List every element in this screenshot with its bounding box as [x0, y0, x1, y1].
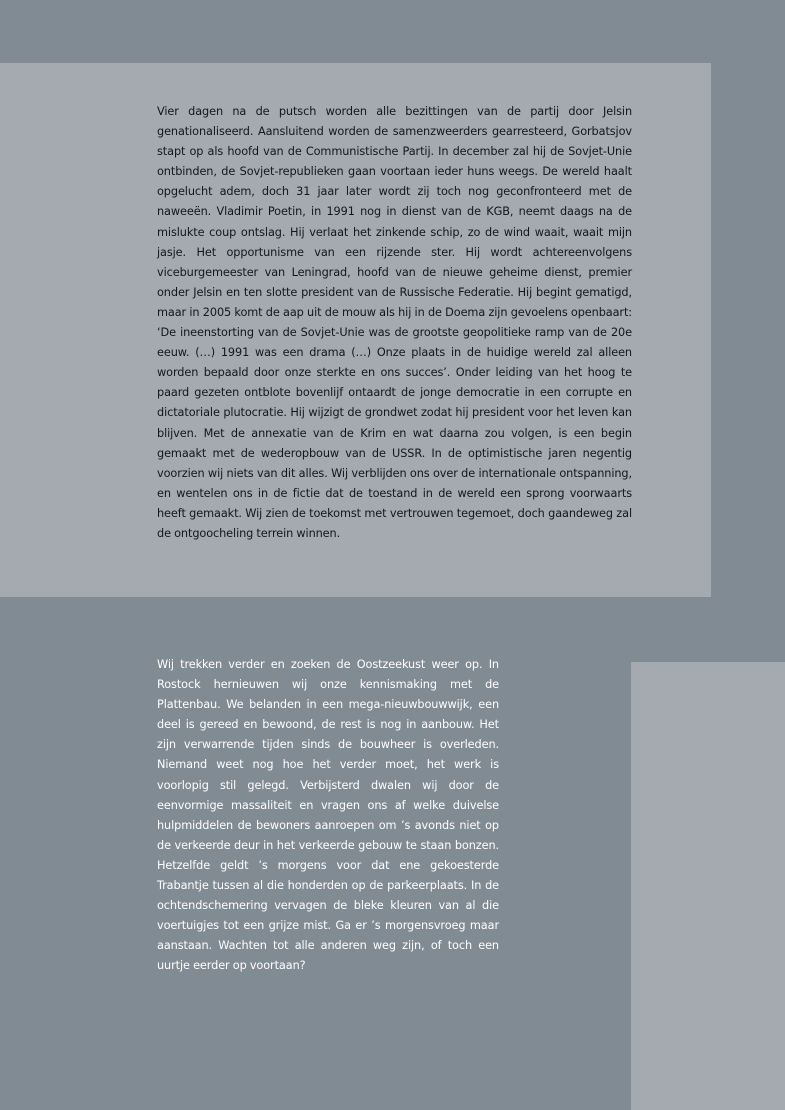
paragraph-rostock: Wij trekken verder en zoeken de Oostzeekust weer op. In Rostock hernieuwen wij onze kennismaking met de Plattenbau. We belanden in een mega-nieuwbouwwijk, een deel is gereed en bewoond, de rest is nog in aanbouw. Het zijn verwarrende tijden sinds de bouwheer is overleden. Niemand weet nog hoe het verder moet, het werk is voorlopig stil gelegd. Verbijsterd dwalen wij door de eenvormige massaliteit en vragen ons af welke duivelse hulpmiddelen de bewoners aanroepen om ’s avonds niet op de verkeerde deur in het verkeerde gebouw te staan bonzen. Hetzelfde geldt ’s morgens voor dat ene gekoesterde Trabantje tussen al die honderden op de parkeerplaats. In de ochtendschemering vervagen de bleke kleuren van al die voertuigjes tot een grijze mist. Ga er ’s morgensvroeg maar aanstaan. Wachten tot alle anderen weg zijn, of toch een uurtje eerder op voortaan?: [157, 658, 499, 973]
bottom-right-gray-panel: [631, 662, 785, 1110]
paragraph-putsch: Vier dagen na de putsch worden alle bezittingen van de partij door Jelsin genationaliseerd. Aansluitend worden de samenzweerders gearresteerd, Gorbatsjov stapt op als hoofd van de Communistische Partij. In december zal hij de Sovjet-Unie ontbinden, de Sovjet-republieken gaan voortaan ieder huns weegs. De wereld haalt opgelucht adem, doch 31 jaar later wordt zij toch nog geconfronteerd met de naweeën. Vladimir Poetin, in 1991 nog in dienst van de KGB, neemt daags na de mislukte coup ontslag. Hij verlaat het zinkende schip, zo de wind waait, waait mijn jasje. Het opportunisme van een rijzende ster. Hij wordt achtereenvolgens viceburgemeester van Leningrad, hoofd van de nieuwe geheime dienst, premier onder Jelsin en ten slotte president van de Russische Federatie. Hij begint gematigd, maar in 2005 komt de aap uit de mouw als hij in de Doema zijn gevoelens openbaart: ‘De ineenstorting van de Sovjet-Unie was de grootste geopolitieke ramp van de 20e eeuw. (…) 1991 was een drama (…) Onze plaats in de huidige wereld zal alleen worden bepaald door onze sterkte en ons succes’. Onder leiding van het hoog te paard gezeten ontblote bovenlijf ontaardt de jonge democratie in een corrupte en dictatoriale plutocratie. Hij wijzigt de grondwet zodat hij president voor het leven kan blijven. Met de annexatie van de Krim en wat daarna zou volgen, is een begin gemaakt met de wederopbouw van de USSR. In de optimistische jaren negentig voorzien wij niets van dit alles. Wij verblijden ons over de internationale ontspanning, en wentelen ons in de fictie dat de toestand in de wereld een sprong voorwaarts heeft gemaakt. Wij zien de toekomst met vertrouwen tegemoet, doch gaandeweg zal de ontgoocheling terrein winnen.: [157, 105, 632, 540]
